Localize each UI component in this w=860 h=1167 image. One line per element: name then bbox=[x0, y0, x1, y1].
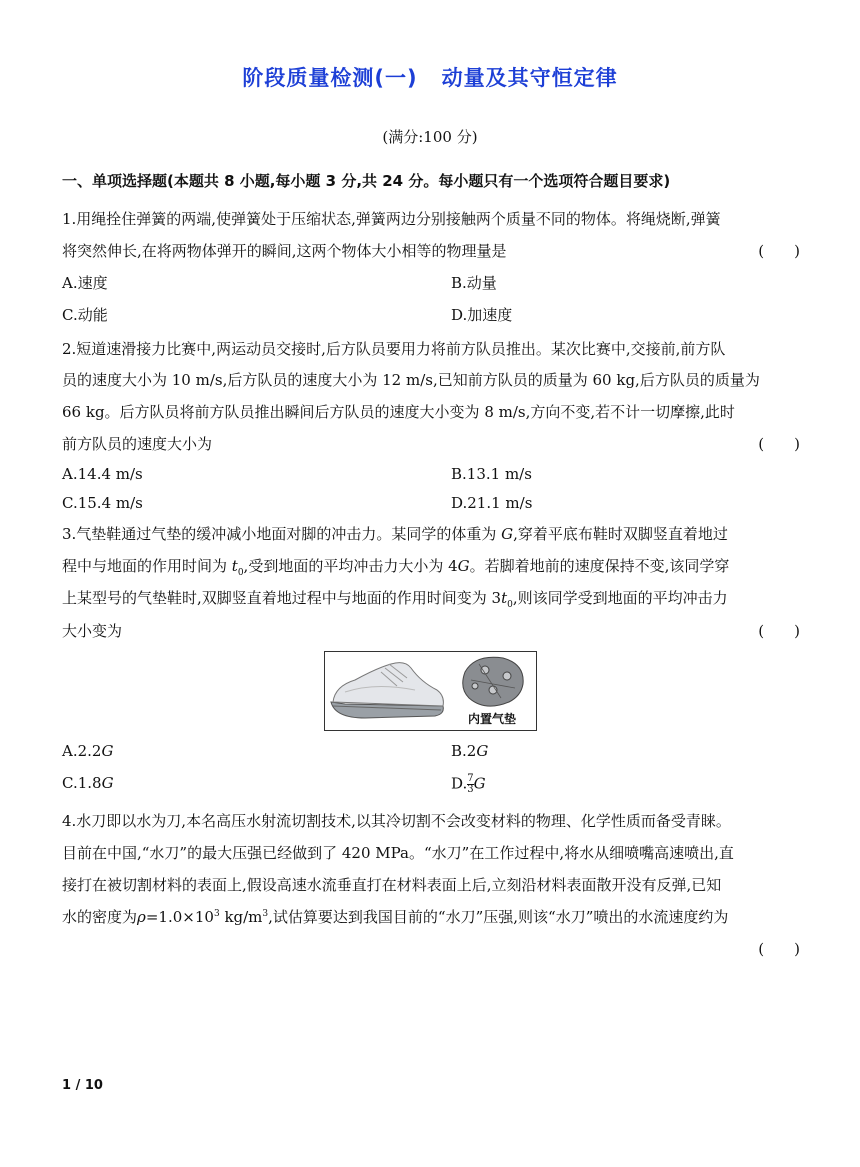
q2-line1: 2.短道速滑接力比赛中,两运动员交接时,后方队员要用力将前方队员推出。某次比赛中,交接前,前方队 bbox=[62, 340, 726, 358]
q3-line2: 程中与地面的作用时间为 $t_0$,受到地面的平均冲击力大小为 4G。若脚着地前的速度保持不变,该同学穿 bbox=[62, 557, 730, 578]
q1-option-d: D.加速度 bbox=[451, 306, 513, 324]
title-left: 阶段质量检测(一) bbox=[242, 66, 418, 90]
page-number: 1 / 10 bbox=[62, 1078, 103, 1093]
q2-option-d: D.21.1 m/s bbox=[451, 494, 533, 512]
q3-option-d: D. $\frac{7}{3}$ G bbox=[451, 773, 486, 795]
q1-answer-blank: ( ) bbox=[758, 242, 800, 260]
fraction: $\frac{7}{3}$ bbox=[467, 773, 474, 795]
q2-line4: 前方队员的速度大小为 bbox=[62, 435, 213, 453]
section-heading: 一、单项选择题(本题共 8 小题,每小题 3 分,共 24 分。每小题只有一个选项符合题目要求) bbox=[62, 172, 671, 190]
title-right: 动量及其守恒定律 bbox=[441, 66, 618, 90]
q1-option-b: B.动量 bbox=[451, 274, 497, 292]
q4-line2: 目前在中国,“水刀”的最大压强已经做到了 420 MPa。“水刀”在工作过程中,将水从细喷嘴高速喷出,直 bbox=[62, 844, 734, 862]
q1-option-a: A.速度 bbox=[62, 274, 108, 292]
q3-line4: 大小变为 bbox=[62, 622, 123, 640]
q3-option-b: B.2G bbox=[451, 742, 489, 760]
q1-line1: 1.用绳拴住弹簧的两端,使弹簧处于压缩状态,弹簧两边分别接触两个质量不同的物体。将绳烧断,弹簧 bbox=[62, 210, 721, 228]
image-caption: 内置气垫 bbox=[468, 712, 517, 726]
page-title bbox=[0, 62, 860, 92]
q2-line2: 员的速度大小为 10 m/s,后方队员的速度大小为 12 m/s,已知前方队员的质量为 60 kg,后方队员的质量为 bbox=[62, 371, 760, 389]
q1-line2: 将突然伸长,在将两物体弹开的瞬间,这两个物体大小相等的物理量是 bbox=[62, 242, 507, 260]
q3-line3: 上某型号的气垫鞋时,双脚竖直着地过程中与地面的作用时间变为 $3t_0$,则该同学受到地面的平均冲击力 bbox=[62, 589, 728, 610]
q2-option-b: B.13.1 m/s bbox=[451, 465, 532, 483]
q2-option-c: C.15.4 m/s bbox=[62, 494, 143, 512]
q2-line3: 66 kg。后方队员将前方队员推出瞬间后方队员的速度大小变为 8 m/s,方向不变,若不计一切摩擦,此时 bbox=[62, 403, 735, 421]
q4-line3: 接打在被切割材料的表面上,假设高速水流垂直打在材料表面上后,立刻沿材料表面散开没有反弹,已知 bbox=[62, 876, 722, 894]
q3-answer-blank: ( ) bbox=[758, 622, 800, 640]
q4-line4: 水的密度为$\rho=1.0\times 10^3$ $kg/m^3$,试估算要达到我国目前的“水刀”压强,则该“水刀”喷出的水流速度约为 bbox=[62, 908, 729, 926]
shoe-figure bbox=[324, 651, 537, 731]
q4-answer-blank: ( ) bbox=[758, 940, 800, 958]
q3-option-c: C.1.8G bbox=[62, 774, 114, 792]
q2-answer-blank: ( ) bbox=[758, 435, 800, 453]
q2-option-a: A.14.4 m/s bbox=[62, 465, 143, 483]
score-line: (满分:100 分) bbox=[382, 128, 478, 146]
q3-line1: 3.气垫鞋通过气垫的缓冲减小地面对脚的冲击力。某同学的体重为 G,穿着平底布鞋时双脚竖直着地过 bbox=[62, 525, 728, 543]
q3-option-a: A.2.2G bbox=[62, 742, 114, 760]
q4-line1: 4.水刀即以水为刀,本名高压水射流切割技术,以其冷切割不会改变材料的物理、化学性质而备受青睐。 bbox=[62, 812, 731, 830]
q1-option-c: C.动能 bbox=[62, 306, 108, 324]
